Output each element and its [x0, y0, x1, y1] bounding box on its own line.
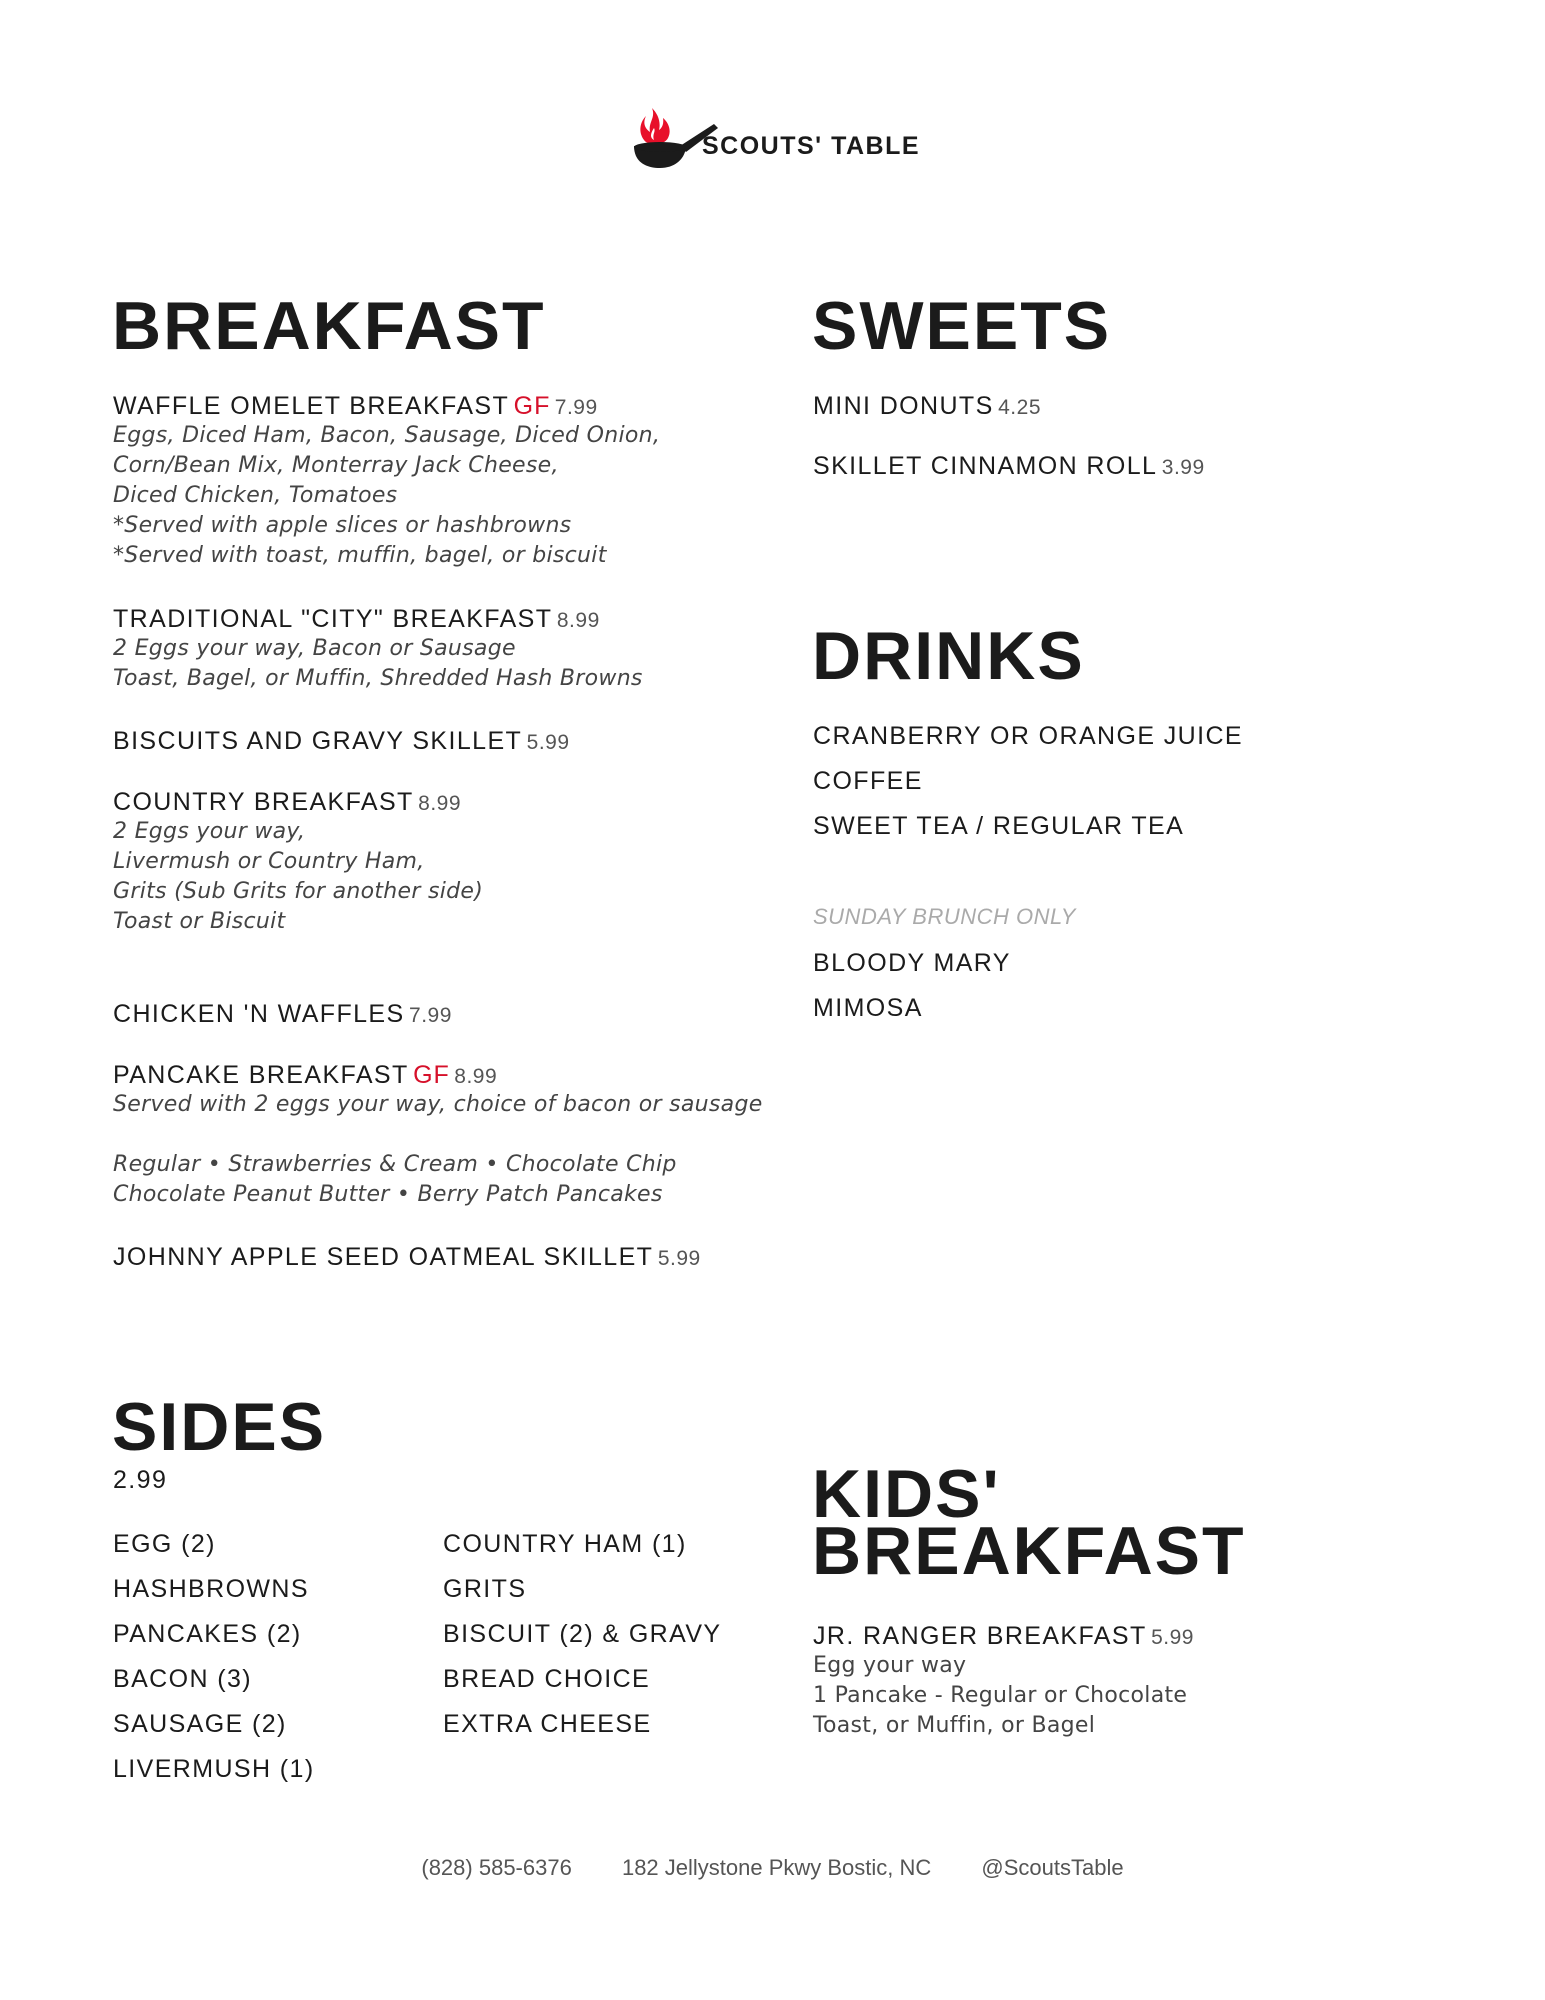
gluten-free-badge: GF	[413, 1061, 450, 1089]
menu-item-pancake-breakfast	[113, 1061, 763, 1210]
menu-item-oatmeal-skillet	[113, 1243, 701, 1272]
side-item: HASHBROWNS	[113, 1575, 309, 1603]
item-price: 4.25	[998, 396, 1041, 419]
pancake-varieties: Regular • Strawberries & Cream • Chocolate Chip Chocolate Peanut Butter • Berry Patch Pancakes	[113, 1152, 677, 1207]
drink-coffee: COFFEE	[813, 767, 923, 795]
drink-juice: CRANBERRY OR ORANGE JUICE	[813, 722, 1243, 750]
item-price: 7.99	[554, 396, 598, 419]
menu-item-waffle-omelet	[113, 392, 660, 571]
side-item: EGG (2)	[113, 1530, 216, 1558]
item-price: 8.99	[418, 792, 462, 815]
item-name: JR. RANGER BREAKFAST	[813, 1622, 1147, 1650]
menu-item-biscuits-gravy	[113, 727, 570, 756]
kids-heading-line2: BREAKFAST	[812, 1513, 1246, 1589]
menu-item-country-breakfast	[113, 788, 483, 937]
side-item: SAUSAGE (2)	[113, 1710, 287, 1738]
item-price: 5.99	[526, 731, 570, 754]
item-description: Served with 2 eggs your way, choice of bacon or sausage	[113, 1092, 763, 1117]
side-item: LIVERMUSH (1)	[113, 1755, 315, 1783]
brand-name: SCOUTS' TABLE	[702, 132, 921, 160]
item-price: 5.99	[657, 1247, 701, 1270]
item-description: 2 Eggs your way, Livermush or Country Ham, Grits (Sub Grits for another side) Toast or Biscuit	[113, 819, 484, 934]
item-price: 7.99	[409, 1004, 452, 1027]
menu-item-jr-ranger	[813, 1622, 1194, 1741]
kids-heading-line1: KIDS'	[812, 1456, 1001, 1532]
item-price: 3.99	[1161, 456, 1205, 479]
item-price: 8.99	[454, 1065, 498, 1088]
drink-tea: SWEET TEA / REGULAR TEA	[813, 812, 1185, 840]
side-item: BACON (3)	[113, 1665, 253, 1693]
breakfast-heading: BREAKFAST	[112, 288, 546, 364]
social-handle[interactable]: @ScoutsTable	[981, 1855, 1124, 1880]
side-item: BREAD CHOICE	[443, 1665, 651, 1693]
item-name: COUNTRY BREAKFAST	[113, 788, 414, 816]
menu-item-mini-donuts	[813, 392, 1041, 421]
side-item: COUNTRY HAM (1)	[443, 1530, 687, 1558]
sides-price: 2.99	[113, 1466, 168, 1494]
sunday-brunch-note: SUNDAY BRUNCH ONLY	[813, 904, 1076, 929]
drink-mimosa: MIMOSA	[813, 994, 923, 1022]
side-item: BISCUIT (2) & GRAVY	[443, 1620, 722, 1648]
item-name: SKILLET CINNAMON ROLL	[813, 452, 1158, 480]
item-description: Eggs, Diced Ham, Bacon, Sausage, Diced Onion, Corn/Bean Mix, Monterray Jack Cheese, Diced Chicken, Tomatoes *Served with apple slices or hashbrowns *Served with toast, muffin, bagel, or biscuit	[113, 423, 661, 568]
phone-number[interactable]: (828) 585-6376	[421, 1855, 572, 1880]
sweets-heading: SWEETS	[812, 288, 1112, 364]
item-name: WAFFLE OMELET BREAKFAST	[113, 392, 510, 420]
drinks-heading: DRINKS	[812, 618, 1085, 694]
gluten-free-badge: GF	[513, 392, 551, 420]
item-name: JOHNNY APPLE SEED OATMEAL SKILLET	[113, 1243, 654, 1271]
address: 182 Jellystone Pkwy Bostic, NC	[621, 1855, 932, 1880]
drink-bloody-mary: BLOODY MARY	[813, 949, 1011, 977]
sides-heading: SIDES	[112, 1389, 327, 1465]
item-name: MINI DONUTS	[813, 392, 994, 420]
item-name: TRADITIONAL "CITY" BREAKFAST	[113, 605, 553, 633]
item-description: 2 Eggs your way, Bacon or Sausage Toast, Bagel, or Muffin, Shredded Hash Browns	[113, 636, 643, 691]
side-item: PANCAKES (2)	[113, 1620, 302, 1648]
item-description: Egg your way 1 Pancake - Regular or Chocolate Toast, or Muffin, or Bagel	[813, 1653, 1188, 1738]
menu-item-cinnamon-roll	[813, 452, 1205, 481]
item-name: CHICKEN 'N WAFFLES	[113, 1000, 405, 1028]
item-name: PANCAKE BREAKFAST	[113, 1061, 409, 1089]
side-item: EXTRA CHEESE	[443, 1710, 652, 1738]
menu-item-traditional-city	[113, 605, 643, 694]
footer	[0, 1855, 1545, 1881]
brand-logo	[630, 100, 930, 180]
item-price: 8.99	[556, 609, 600, 632]
item-name: BISCUITS AND GRAVY SKILLET	[113, 727, 523, 755]
side-item: GRITS	[443, 1575, 527, 1603]
menu-item-chicken-waffles	[113, 1000, 452, 1029]
item-price: 5.99	[1151, 1626, 1194, 1649]
